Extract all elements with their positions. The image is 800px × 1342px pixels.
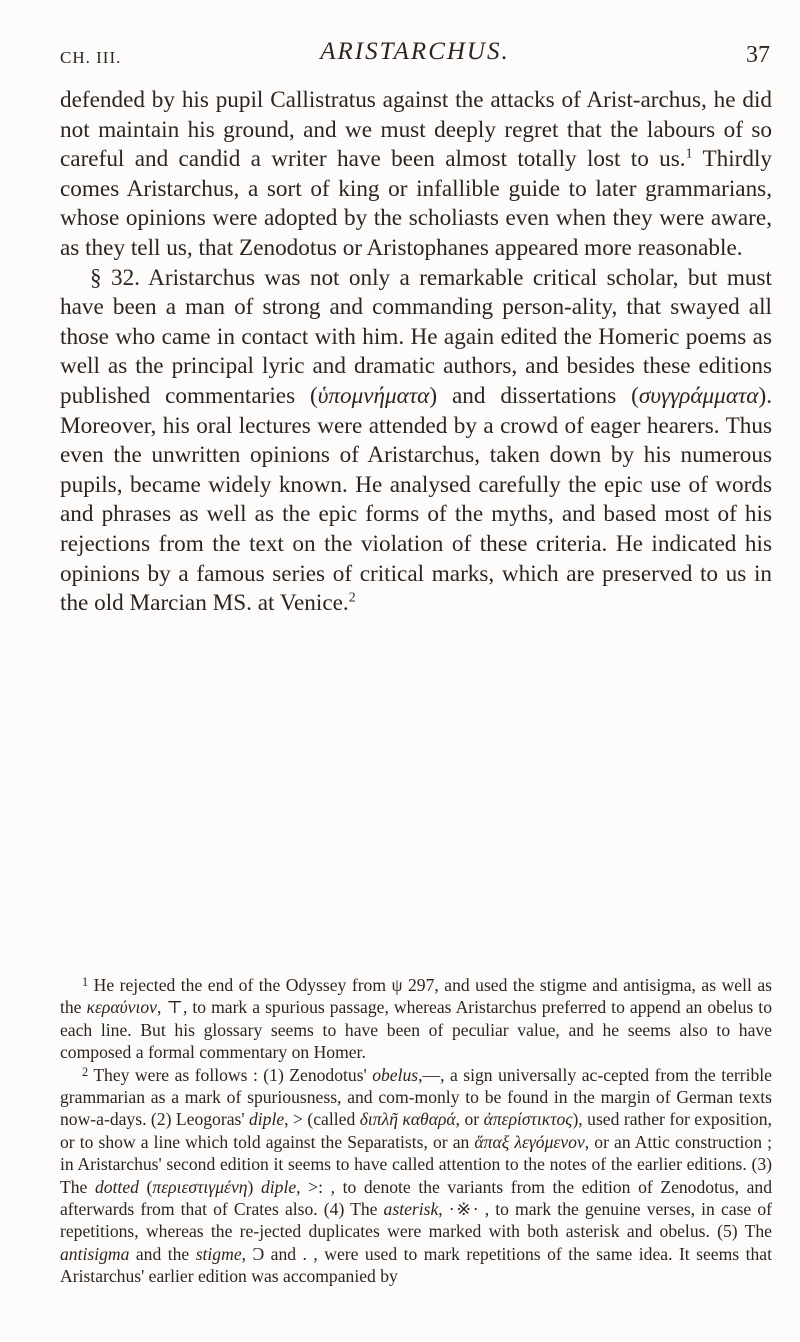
main-text: [60, 86, 772, 619]
footnote-ref-2: 2: [348, 590, 356, 606]
greek-term: περιεστιγμένη: [152, 1176, 248, 1197]
page-number: 37: [746, 42, 770, 68]
greek-term: συγγράμματα: [638, 382, 759, 409]
running-head: [60, 38, 770, 70]
footnote-number: 2: [82, 1064, 89, 1079]
term: diple: [260, 1176, 297, 1197]
term: stigme: [195, 1243, 242, 1264]
footnote-ref-1: 1: [685, 146, 693, 162]
chapter-label: CH. III.: [60, 48, 122, 67]
paragraph-1: defended by his pupil Callistratus against the attacks of Arist-archus, he did not maintain his ground, and we must deeply regret that the labours of so careful and candid a writer have been almost totally lost to us.$^1$ Thirdly comes Aristarchus, a sort of king or infallible guide to later grammarians, whose opinions were adopted by the scholiasts even when they were aware, as they tell us, that Zenodotus or Aristophanes appeared more reasonable.: [60, 87, 772, 261]
greek-term: ἅπαξ λεγόμενον: [474, 1131, 585, 1152]
term: diple: [248, 1109, 285, 1130]
paragraph-2: § 32. Aristarchus was not only a remarkable critical scholar, but must have been a man of strong and commanding person-ality, that swayed all those who came in contact with him. He again edited the Homeric poems as well as the principal lyric and dramatic authors, and besides these editions published commentaries (ὑπομνήματα) and dissertations (συγγράμματα). Moreover, his oral lectures were attended by a crowd of eager hearers. Thus even the unwritten opinions of Aristarchus, taken down by his numerous pupils, became widely known. He analysed carefully the epic use of words and phrases as well as the epic forms of the myths, and based most of his rejections from the text on the violation of these criteria. He indicated his opinions by a famous series of critical marks, which are preserved to us in the old Marcian MS. at Venice.$^2$: [60, 264, 772, 617]
term: obelus: [372, 1064, 419, 1085]
greek-term: διπλῆ καθαρά: [359, 1109, 456, 1130]
greek-term: ἀπερίστικτος: [483, 1109, 573, 1130]
page-title: ARISTARCHUS.: [320, 38, 510, 65]
footnote-number: 1: [82, 975, 89, 990]
greek-term: κεραύνιον: [86, 997, 157, 1018]
footnote-1: $^1$ He rejected the end of the Odyssey from ψ 297, and used the stigme and antisigma, as well as the κεραύνιον, ⊤, to mark a spurious passage, whereas Aristarchus preferred to append an obelus to each line. But his glossary seems to have been of peculiar value, and he seems also to have composed a formal commentary on Homer.: [60, 975, 772, 1063]
term: asterisk: [383, 1199, 439, 1220]
term: antisigma: [60, 1243, 130, 1264]
footnotes: [60, 974, 772, 1288]
greek-term: ὑπομνήματα: [317, 382, 430, 409]
term: dotted: [94, 1176, 139, 1197]
footnote-2: $^2$ They were as follows : (1) Zenodotus' obelus,—, a sign universally ac-cepted from the terrible grammarian as a mark of spuriousness, and com-monly to be found in the margin of German texts now-a-days. (2) Leogoras' diple, > (called διπλῆ καθαρά, or ἀπερίστικτος), used rather for exposition, or to show a line which told against the Separatists, or an ἅπαξ λεγόμενον, or an Attic construction ; in Aristarchus' second edition it seems to have called attention to the notes of the earlier editions. (3) The dotted (περιεστιγμένη) diple, >: , to denote the variants from the edition of Zenodotus, and afterwards from that of Crates also. (4) The asterisk, ·※· , to mark the genuine verses, in case of repetitions, whereas the re-jected duplicates were marked with both asterisk and obelus. (5) The antisigma and the stigme, Ɔ and . , were used to mark repetitions of the same idea. It seems that Aristarchus' earlier edition was accompanied by: [60, 1064, 772, 1287]
